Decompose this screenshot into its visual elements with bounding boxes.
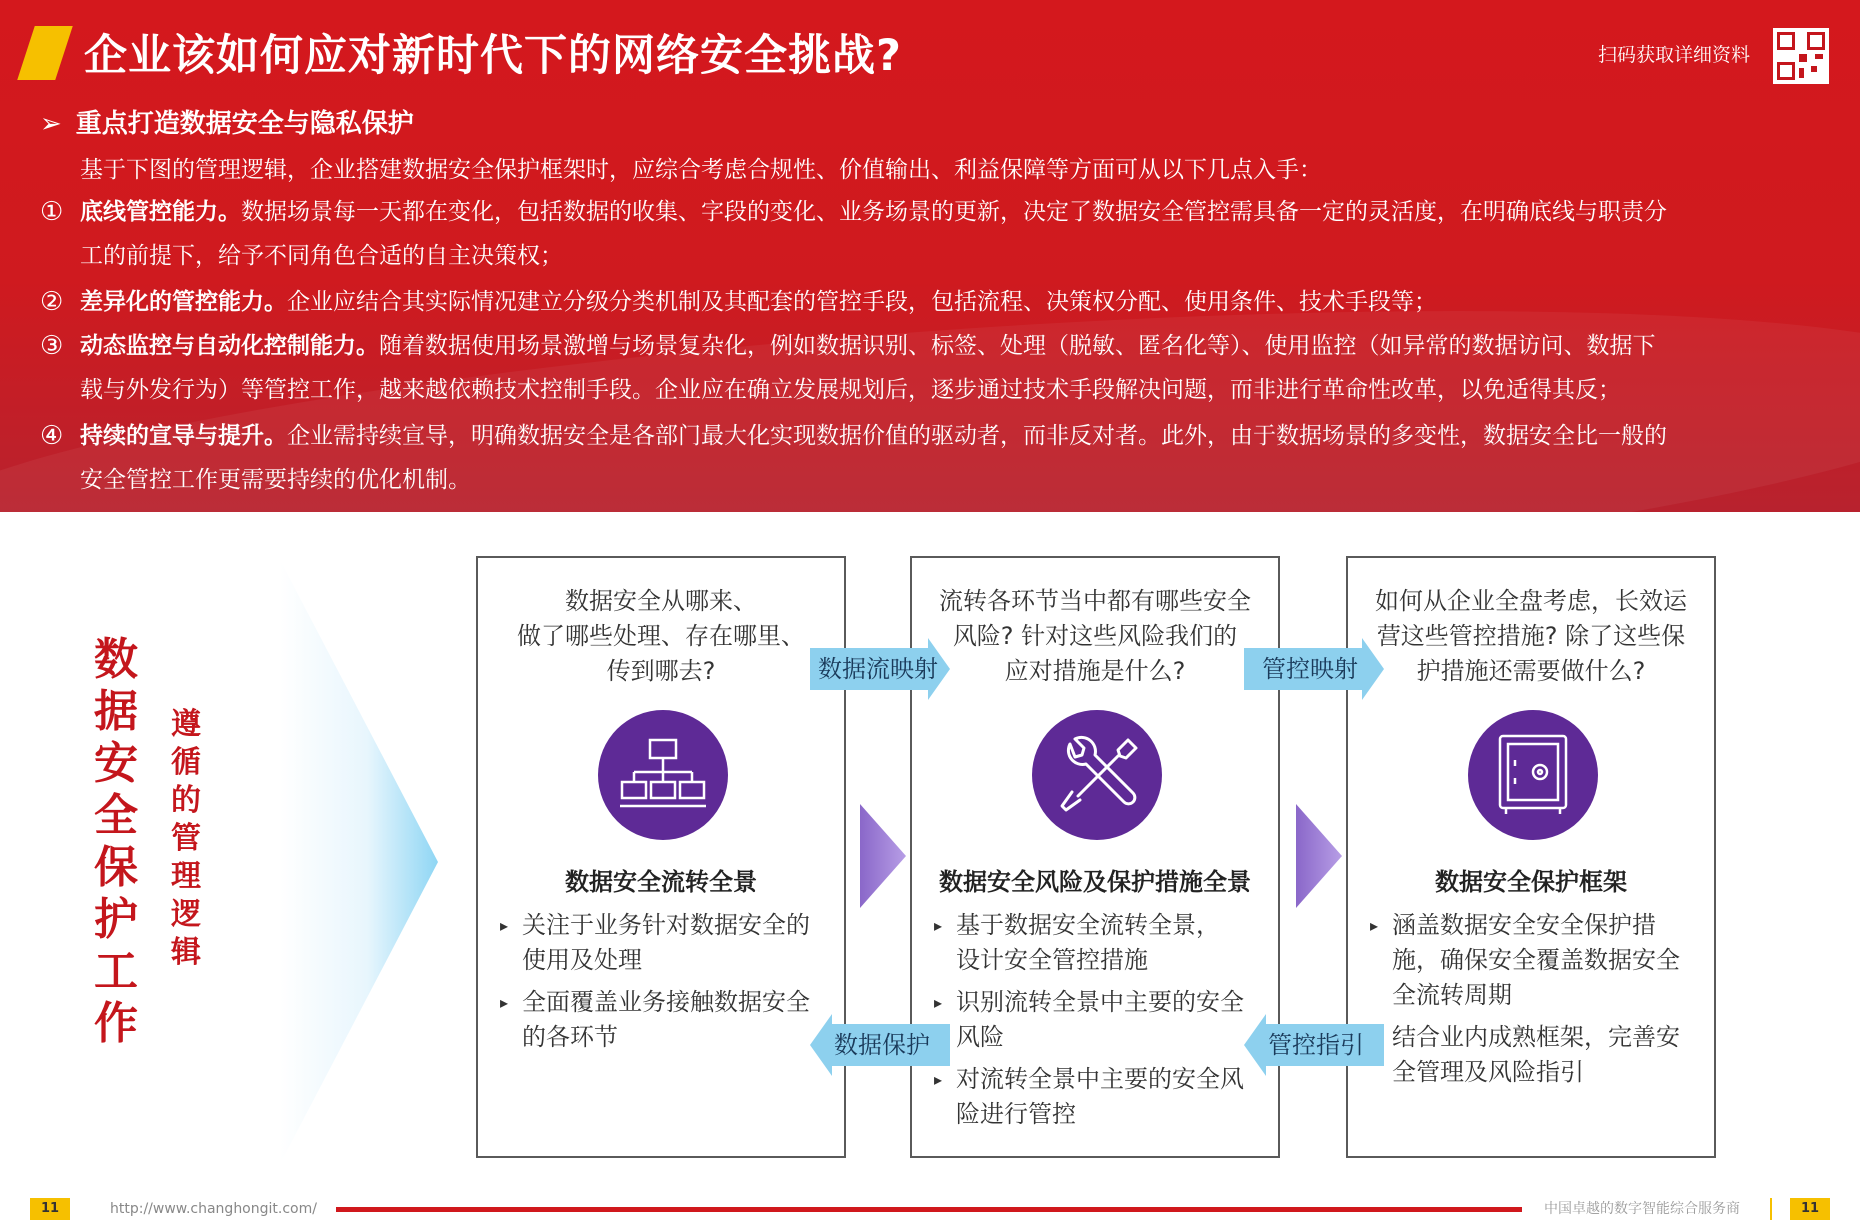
page-title: 企业该如何应对新时代下的网络安全挑战? (84, 31, 902, 81)
box-title: 数据安全流转全景 (565, 868, 757, 896)
safe-icon (1468, 710, 1598, 840)
box-bullets (934, 908, 1260, 1139)
point-number: ③ (40, 331, 64, 361)
box-question: 数据安全从哪来、 做了哪些处理、存在哪里、 传到哪去? (517, 587, 805, 685)
point-3 (40, 324, 1830, 412)
flow-label-control-mapping: 管控映射 (1262, 655, 1358, 683)
wrench-screwdriver-icon (1032, 710, 1162, 840)
point-heading: 底线管控能力。 (80, 199, 241, 225)
list-item: ▸ 识别流转全景中主要的安全 风险 (934, 988, 1244, 1051)
box-question: 如何从企业全盘考虑，长效运 营这些管控措施? 除了这些保 护措施还需要做什么? (1375, 587, 1687, 685)
page-number-right: 11 (1790, 1198, 1830, 1220)
list-item: ▸ 对流转全景中主要的安全风 险进行管控 (934, 1065, 1244, 1128)
diagram-left-title: 数 据 安 全 保 护 工 作 (94, 634, 138, 1049)
flow-label-control-guidance: 管控指引 (1268, 1031, 1364, 1059)
flow-label-data-mapping: 数据流映射 (818, 655, 938, 683)
point-heading: 动态监控与自动化控制能力。 (80, 333, 379, 359)
point-number: ④ (40, 421, 64, 451)
brand-bar-icon (17, 26, 73, 80)
point-1 (40, 190, 1830, 278)
point-text: 数据场景每一天都在变化，包括数据的收集、字段的变化、业务场景的更新，决定了数据安全管控需具备一定的灵活度，在明确底线与职责分 (241, 199, 1667, 225)
list-item: ▸ 基于数据安全流转全景， 设计安全管控措施 (934, 911, 1220, 974)
point-number: ① (40, 197, 64, 227)
box-title: 数据安全风险及保护措施全景 (939, 868, 1251, 896)
footer-tagline: 中国卓越的数字智能综合服务商 (1544, 1201, 1740, 1217)
point-number: ② (40, 287, 64, 317)
arrow-bullet-icon: ➢ (40, 109, 62, 139)
list-item: ▸ 涵盖数据安全安全保护措 施，确保安全覆盖数据安全 全流转周期 (1370, 911, 1680, 1009)
point-heading: 持续的宣导与提升。 (80, 423, 287, 449)
qr-label[interactable]: 扫码获取详细资料 (1597, 44, 1750, 66)
section-subtitle (40, 106, 414, 142)
point-4 (40, 414, 1830, 502)
footer-divider (336, 1207, 1522, 1212)
flow-label-data-protection: 数据保护 (834, 1031, 930, 1059)
point-heading: 差异化的管控能力。 (80, 289, 287, 315)
point-text-cont: 载与外发行为）等管控工作，越来越依赖技术控制手段。企业应在确立发展规划后，逐步通过技术手段解决问题，而非进行革命性改革，以免适得其反； (80, 377, 1621, 403)
section-subtitle-text: 重点打造数据安全与隐私保护 (75, 109, 414, 139)
box-data-flow (476, 556, 846, 1158)
list-item: 结合业内成熟框架，完善安 全管理及风险指引 (1392, 1023, 1680, 1086)
point-text-cont: 工的前提下，给予不同角色合适的自主决策权； (80, 243, 563, 269)
box-protection-framework (1346, 556, 1716, 1158)
list-item: ▸ 全面覆盖业务接触数据安全 的各环节 (500, 988, 810, 1051)
point-text-cont: 安全管控工作更需要持续的优化机制。 (80, 467, 471, 493)
step-arrow-icon (860, 804, 906, 908)
box-risk-measures (910, 556, 1280, 1158)
step-arrow-icon (1296, 804, 1342, 908)
section-intro: 基于下图的管理逻辑，企业搭建数据安全保护框架时，应综合考虑合规性、价值输出、利益保障等方面可从以下几点入手： (80, 157, 1322, 183)
point-text: 企业需持续宣导，明确数据安全是各部门最大化实现数据价值的驱动者，而非反对者。此外，由于数据场景的多变性，数据安全比一般的 (287, 423, 1667, 449)
header-banner (0, 0, 1860, 512)
box-title: 数据安全保护框架 (1435, 868, 1627, 896)
list-item: ▸ 关注于业务针对数据安全的 使用及处理 (500, 911, 810, 974)
page-number-left: 11 (30, 1198, 70, 1220)
box-bullets (1370, 908, 1696, 1097)
footer-url-link[interactable]: http://www.changhongit.com/ (110, 1201, 317, 1217)
box-question: 流转各环节当中都有哪些安全 风险? 针对这些风险我们的 应对措施是什么? (939, 587, 1251, 685)
box-bullets (500, 908, 826, 1062)
hierarchy-icon (598, 710, 728, 840)
footer-separator (1770, 1198, 1772, 1220)
diagram-left-subtitle: 遵 循 的 管 理 逻 辑 (171, 707, 201, 970)
point-text: 随着数据使用场景激增与场景复杂化，例如数据识别、标签、处理（脱敏、匿名化等）、使用监控（如异常的数据访问、数据下 (379, 333, 1656, 359)
large-chevron-arrow (280, 560, 438, 1164)
point-2 (40, 280, 1830, 324)
qr-code-icon[interactable] (1773, 28, 1829, 84)
point-text: 企业应结合其实际情况建立分级分类机制及其配套的管控手段，包括流程、决策权分配、使用条件、技术手段等； (287, 289, 1437, 315)
